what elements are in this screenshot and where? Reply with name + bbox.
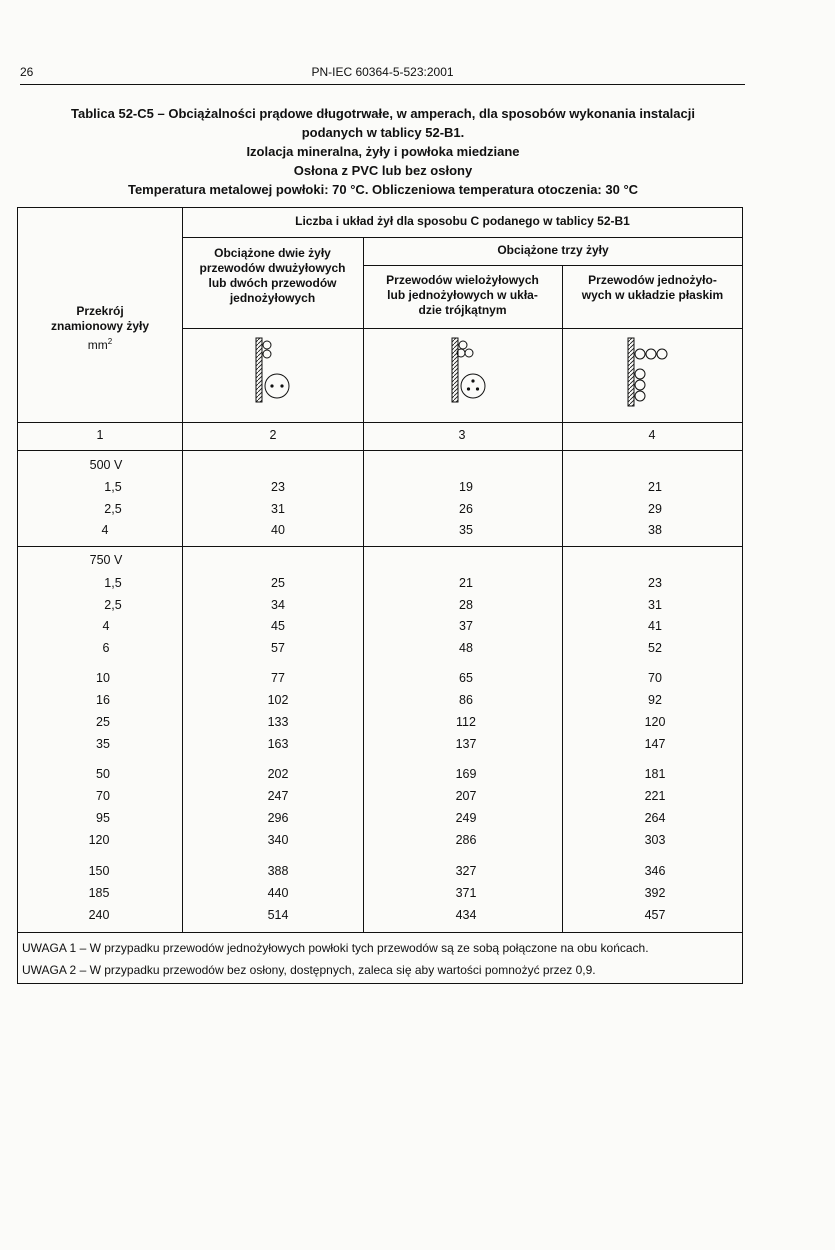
voltage-label-500: 500 V bbox=[89, 458, 123, 472]
grid-line bbox=[182, 208, 183, 932]
title-line-5: Temperatura metalowej powłoki: 70 °C. Obliczeniowa temperatura otoczenia: 30 °C bbox=[127, 182, 639, 197]
page-header bbox=[20, 62, 745, 85]
grid-line bbox=[18, 422, 743, 423]
title-line-3: Izolacja mineralna, żyły i powłoka miedziane bbox=[246, 144, 520, 159]
col-number-3: 3 bbox=[458, 428, 466, 442]
note-2: UWAGA 2 – W przypadku przewodów bez osłony, dostępnych, zaleca się aby wartości pomnożyć przez 0,9. bbox=[22, 963, 596, 977]
unit-label: mm bbox=[87, 338, 108, 352]
title-line-4: Osłona z PVC lub bez osłony bbox=[293, 163, 473, 178]
grid-line bbox=[562, 266, 563, 932]
title-line-2: podanych w tablicy 52-B1. bbox=[301, 125, 465, 140]
group-header: Liczba i układ żył dla sposobu C podanego w tablicy 52-B1 bbox=[295, 214, 630, 228]
three-cores-header: Obciążone trzy żyły bbox=[497, 243, 609, 257]
flat-formation-diagram bbox=[626, 336, 686, 408]
size-column-header: Przekrój znamionowy żyły $mm^2$ bbox=[50, 304, 150, 352]
grid-line bbox=[18, 932, 743, 933]
trefoil-diagram bbox=[450, 336, 490, 404]
col2-header: Obciążone dwie żyły przewodów dwużyłowych lub dwóch przewodów jednożyłowych bbox=[199, 246, 346, 305]
grid-line bbox=[182, 237, 743, 238]
col-number-2: 2 bbox=[269, 428, 277, 442]
col-number-4: 4 bbox=[648, 428, 656, 442]
table-title bbox=[18, 104, 748, 199]
ampacity-table: Przekrój znamionowy żyły $mm^2$ Liczba i układ żył dla sposobu C podanego w tablicy 52-B1 Obciążone dwie żyły przewodów dwużyłowych lub dwóch przewodów jednożyłowych Obciążone trzy żyły Przewodów wielożyłowych lub jednożyłowych w ukła- dzie trójkątnym Przewodów jednożyło- wych w układzie płaskim 1 2 3 4 500 V 1,5 23 19 21 2,5 31 26 29 4 40 35 38 750 V 1,5 25 21 23 2,5 34 28 31 4 45 37 41 6 57 48 52 10 77 65 70 16 102 86 92 25 133 112 120 35 163 137 147 50 202 169 181 70 247 207 221 95 296 249 264 120 340 286 303 150 388 327 346 185 440 371 392 240 514 434 457 UWAGA 1 – W przypadku przewodów jednożyłowych powłoki tych przewodów są ze sobą połączone na obu końcach. UWAGA 2 – W przypadku przewodów bez osłony, dostępnych, zaleca się aby wartości pomnożyć przez 0,9. bbox=[17, 207, 743, 984]
two-core-diagram bbox=[254, 336, 294, 404]
note-1: UWAGA 1 – W przypadku przewodów jednożyłowych powłoki tych przewodów są ze sobą połączone na obu końcach. bbox=[22, 941, 649, 955]
voltage-label-750: 750 V bbox=[89, 553, 123, 567]
grid-line bbox=[182, 328, 743, 329]
col3-header: Przewodów wielożyłowych lub jednożyłowych w ukła- dzie trójkątnym bbox=[386, 273, 539, 317]
col-number-1: 1 bbox=[96, 428, 104, 442]
grid-line bbox=[363, 265, 743, 266]
standard-id: PN-IEC 60364-5-523:2001 bbox=[311, 65, 454, 79]
grid-line bbox=[18, 450, 743, 451]
col4-header: Przewodów jednożyło- wych w układzie płaskim bbox=[581, 273, 724, 302]
page-number: 26 bbox=[20, 65, 34, 79]
grid-line bbox=[18, 546, 743, 547]
title-line-1: Tablica 52-C5 – Obciążalności prądowe długotrwałe, w amperach, dla sposobów wykonania instalacji bbox=[71, 106, 695, 121]
grid-line bbox=[363, 238, 364, 932]
